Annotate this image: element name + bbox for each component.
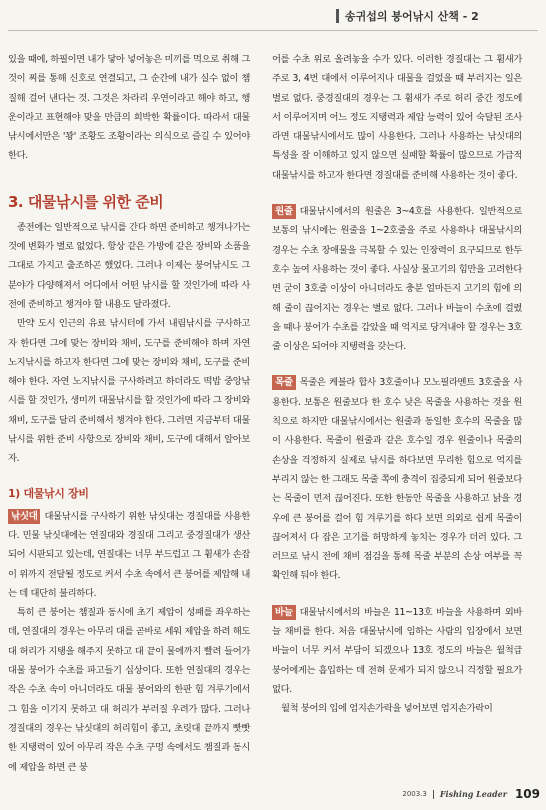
intro-paragraph: 있을 때에, 하필이면 내가 닿아 넣어놓은 미끼를 먹으로 취해 그것이 찌를 통해 신호로 연결되고, 그 순간에 내가 실수 없이 챔질해 걸어 낸다는 것. 그것은 차라리 우연이라고 해야 하고, 행운이라고 표현해야 맞을 만큼의 희박한 확률이다. 따라서 대물낚시에서만은 '꽝' 조황도 조황이라는 의식으로 즐길 수 있어야 한다.: [8, 54, 250, 162]
page-number: 109: [514, 787, 540, 801]
prep-paragraph-1: 종전에는 일반적으로 낚시를 간다 하면 준비하고 챙겨나가는 것에 변화가 별로 없었다. 항상 같은 가방에 같은 장비와 소품을 그대로 가지고 출조하곤 했었다. 그러나 이제는 붕어낚시도 그 분야가 다양해져서 어디에서 어떤 낚시를 할 것인가에 따라 사전에 준비하고 챙겨야 할 내용도 달라졌다.: [8, 221, 250, 310]
subsection-title: 1) 대물낚시 장비: [8, 486, 89, 500]
magazine-name: Fishing Leader: [439, 789, 507, 799]
rod-continued: 어를 수초 위로 올려놓을 수가 있다. 이러한 경질대는 그 휨새가 주로 3, 4번 대에서 이루어지나 대물을 걸었을 때 부러지는 일은 별로 없다. 중경질대의 경우는 그 휨새가 주로 허리 중간 정도에서 이루어지며 어느 정도 지탱력과 제압 능력이 있어 숙달된 조사라면 대물낚시에서도 많이 사용한다. 그러나 사용하는 낚싯대의 특성을 잘 이해하고 있지 않으면 실패할 확률이 많으므로 가급적 대물낚시를 하고자 한다면 경질대를 준비해 사용하는 것이 좋다.: [272, 54, 522, 181]
footer-separator: [433, 790, 434, 799]
leader-tag: 목줄: [272, 375, 296, 390]
leader-text: 목줄은 케블라 합사 3호줄이나 모노필라멘트 3호줄을 사용한다. 보통은 원줄보다 한 호수 낮은 목줄을 사용하는 것을 원칙으로 하지만 대물낚시에서는 원줄과 동일한 호수의 목줄을 많이 사용한다. 목줄이 원줄과 같은 호수일 경우 원줄이나 목줄의 손상을 걱정하지 실제로 낚시를 하다보면 무리한 힘으로 억지를 부리지 않는 한 그래도 목줄 쪽에 충격이 집중되게 되어 원줄보다는 목줄이 먼저 끊어진다. 또한 한동안 목줄을 사용하고 낡을 경우에 큰 붕어를 걸어 힘 겨루기를 하다 보면 의외로 쉽게 목줄이 끊어져서 다 잡은 고기를 허망하게 놓치는 경우가 더러 있다. 그러므로 낚시 전에 채비 점검을 통해 목줄 부분의 손상 여부를 꼭 확인해 둬야 한다.: [272, 377, 522, 582]
right-column: [272, 50, 522, 719]
hook-tag: 바늘: [272, 605, 296, 620]
issue-date: 2003.3: [402, 790, 427, 798]
running-header: [336, 6, 540, 26]
page-footer: [340, 786, 540, 802]
rod-tag: 낚싯대: [8, 509, 40, 524]
section-title: 3. 대물낚시를 위한 준비: [8, 192, 164, 211]
rod-text: 대물낚시를 구사하기 위한 낚싯대는 경질대를 사용한다. 민물 낚싯대에는 연질대와 경질대 그리고 중경질대가 생산되어 시판되고 있는데, 연질대는 너무 부드럽고 그 휨새가 손잡이 위까지 전달될 정도로 커서 수초 속에서 큰 붕어를 제압해 내는 데 대단히 불리하다.: [8, 510, 250, 599]
header-bar: [336, 9, 339, 23]
leader-paragraph: [272, 373, 522, 585]
hook-text: 대물낚시에서의 바늘은 11~13호 바늘을 사용하며 외바늘 채비를 한다. 처음 대물낚시에 임하는 사람의 입장에서 보면 바늘이 너무 커서 부담이 되겠으나 13호 정도의 바늘은 월척급 붕어에게는 흡입하는 데 전혀 문제가 되지 않으니 걱정할 필요가 없다.: [272, 606, 522, 695]
header-rule: [8, 30, 538, 31]
rod-paragraph-2: 특히 큰 붕어는 챔질과 동시에 초기 제압이 성패를 좌우하는데, 연질대의 경우는 아무리 대를 곧바로 세워 제압을 하려 해도 대 허리가 지탱을 해주지 못하고 대 끝이 물에까지 빨려 들어가 대물 붕어가 수초를 파고들기 십상이다. 또한 연질대의 경우는 작은 수초 속이 아니더라도 대물 붕어와의 한판 힘 겨루기에서 그 힘을 이기지 못하고 대 허리가 부러질 우려가 많다. 그러나 경질대의 경우는 낚싯대의 허리힘이 좋고, 초릿대 끝까지 빳빳한 지탱력이 있어 아무리 작은 수초 구멍 속에서도 챔질과 동시에 제압을 하면 큰 붕: [8, 607, 250, 773]
prep-paragraph-2: 만약 도시 인근의 유료 낚시터에 가서 내림낚시를 구사하고자 한다면 그에 맞는 장비와 채비, 도구를 준비해야 하며 자연 노지낚시를 하고자 한다면 그에 맞는 장비와 채비, 도구를 준비해야 한다. 자연 노지낚시를 구사하려고 하더라도 떡밥 중앙낚시를 할 것인가, 생미끼 대물낚시를 할 것인가에 따라 그 장비와 채비, 도구를 달리 준비해서 챙겨야 한다. 그러면 지금부터 대물낚시를 위한 준비 사항으로 장비와 채비, 도구에 대해서 알아보자.: [8, 318, 250, 465]
line-tag: 원줄: [272, 204, 296, 219]
rod-paragraph: [8, 507, 250, 603]
line-paragraph: [272, 202, 522, 356]
header-title: 송귀섭의 붕어낚시 산책 - 2: [345, 10, 479, 23]
line-text: 대물낚시에서의 원줄은 3~4호를 사용한다. 일반적으로 보통의 낚시에는 원줄을 1~2호줄을 주로 사용하나 대물낚시의 경우는 수초 장애물을 극복할 수 있는 인장력이 요구되므로 한두 호수 높여 사용하는 것이 좋다. 사실상 물고기의 힘만을 고려한다면 굳이 3호줄 이상이 아니더라도 충분 얼마든지 고기의 힘에 의해 줄이 끊어지는 경우는 별로 없다. 그러나 바늘이 수초에 걸렸을 때나 붕어가 수초를 감았을 때 억지로 당겨내야 할 경우는 3호줄 이상은 되어야 지탱력을 갖는다.: [272, 206, 522, 353]
left-column: [8, 50, 250, 777]
hook-paragraph: [272, 603, 522, 699]
hook-paragraph-2: 월척 붕어의 입에 엄지손가락을 넣어보면 엄지손가락이: [281, 703, 493, 715]
